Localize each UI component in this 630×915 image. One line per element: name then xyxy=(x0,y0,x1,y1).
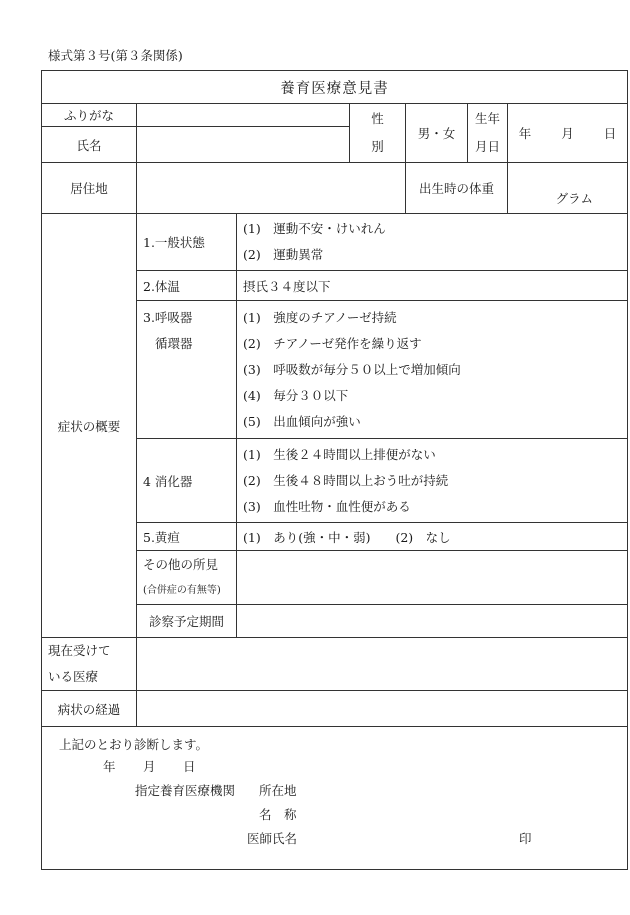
furigana-label: ふりがな xyxy=(42,104,137,127)
birth-label-line1: 生年 xyxy=(474,111,500,126)
digest-item: (1) 生後２４時間以上排便がない xyxy=(243,446,436,462)
diagnosis-statement: 上記のとおり診断します。 xyxy=(59,737,209,752)
resp-item: (4) 毎分３０以下 xyxy=(243,387,349,403)
sign-day: 日 xyxy=(183,759,196,774)
address-field[interactable] xyxy=(137,163,406,214)
weight-unit: グラム xyxy=(555,191,593,206)
resp-item: (3) 呼吸数が毎分５０以上で増加傾向 xyxy=(243,361,461,377)
temp-label: 2.体温 xyxy=(137,271,237,301)
other-label-line: その他の所見 xyxy=(143,556,219,572)
birth-label xyxy=(468,104,508,163)
exam-period-field[interactable] xyxy=(237,605,628,638)
birth-month: 月 xyxy=(561,126,574,141)
current-care-line2: いる医療 xyxy=(48,669,99,684)
temp-value: 摂氏３４度以下 xyxy=(237,271,628,301)
sign-month: 月 xyxy=(143,759,156,774)
resp-item: (1) 強度のチアノーゼ持続 xyxy=(243,309,397,325)
digest-items xyxy=(237,439,628,523)
other-note: (合併症の有無等) xyxy=(143,584,221,596)
current-care-field[interactable] xyxy=(137,638,628,691)
general-item: (2) 運動異常 xyxy=(243,247,324,262)
sex-label-line1: 性 xyxy=(371,111,384,126)
other-label xyxy=(137,551,237,605)
sex-label-line2: 別 xyxy=(371,139,384,154)
birth-weight-field[interactable] xyxy=(508,163,628,214)
name-label: 氏名 xyxy=(42,127,137,163)
birth-year: 年 xyxy=(518,126,532,141)
progress-label: 病状の経過 xyxy=(42,691,137,727)
seal-mark: 印 xyxy=(519,831,532,846)
sex-label xyxy=(350,104,406,163)
signature-block xyxy=(42,727,628,870)
birth-weight-label: 出生時の体重 xyxy=(406,163,508,214)
other-findings-field[interactable] xyxy=(237,551,628,605)
resp-label xyxy=(137,301,237,439)
org-name-label: 名 称 xyxy=(259,807,297,822)
resp-items xyxy=(237,301,628,439)
doctor-name-label: 医師氏名 xyxy=(247,831,298,846)
form-title: 養育医療意見書 xyxy=(42,71,628,104)
institution-label: 指定養育医療機関 xyxy=(135,783,236,798)
digest-label: 4 消化器 xyxy=(137,439,237,523)
progress-field[interactable] xyxy=(137,691,628,727)
general-item: (1) 運動不安・けいれん xyxy=(243,221,386,236)
birth-date-field[interactable] xyxy=(508,104,628,163)
resp-item: (2) チアノーゼ発作を繰り返す xyxy=(243,335,422,351)
digest-item: (3) 血性吐物・血性便がある xyxy=(243,498,411,514)
name-field[interactable] xyxy=(137,127,350,163)
digest-item: (2) 生後４８時間以上おう吐が持続 xyxy=(243,472,449,488)
jaundice-value[interactable]: (1) あり(強・中・弱) (2) なし xyxy=(237,523,628,551)
general-label: 1.一般状態 xyxy=(137,214,237,271)
resp-item: (5) 出血傾向が強い xyxy=(243,413,361,429)
general-items xyxy=(237,214,628,271)
resp-label-line2: 循環器 xyxy=(155,336,193,351)
sign-year: 年 xyxy=(103,759,116,774)
form-number: 様式第３号(第３条関係) xyxy=(48,48,183,63)
jaundice-label: 5.黄疸 xyxy=(137,523,237,551)
furigana-field[interactable] xyxy=(137,104,350,127)
current-care-line1: 現在受けて xyxy=(48,643,111,658)
location-label: 所在地 xyxy=(259,783,297,798)
address-label: 居住地 xyxy=(42,163,137,214)
exam-period-label: 診察予定期間 xyxy=(137,605,237,638)
medical-opinion-form xyxy=(41,70,628,870)
sex-value[interactable]: 男・女 xyxy=(406,104,468,163)
resp-label-line1: 3.呼吸器 xyxy=(143,310,193,325)
birth-day: 日 xyxy=(603,126,617,141)
current-care-label xyxy=(42,638,137,691)
birth-label-line2: 月日 xyxy=(474,139,500,154)
symptoms-label: 症状の概要 xyxy=(42,214,137,638)
